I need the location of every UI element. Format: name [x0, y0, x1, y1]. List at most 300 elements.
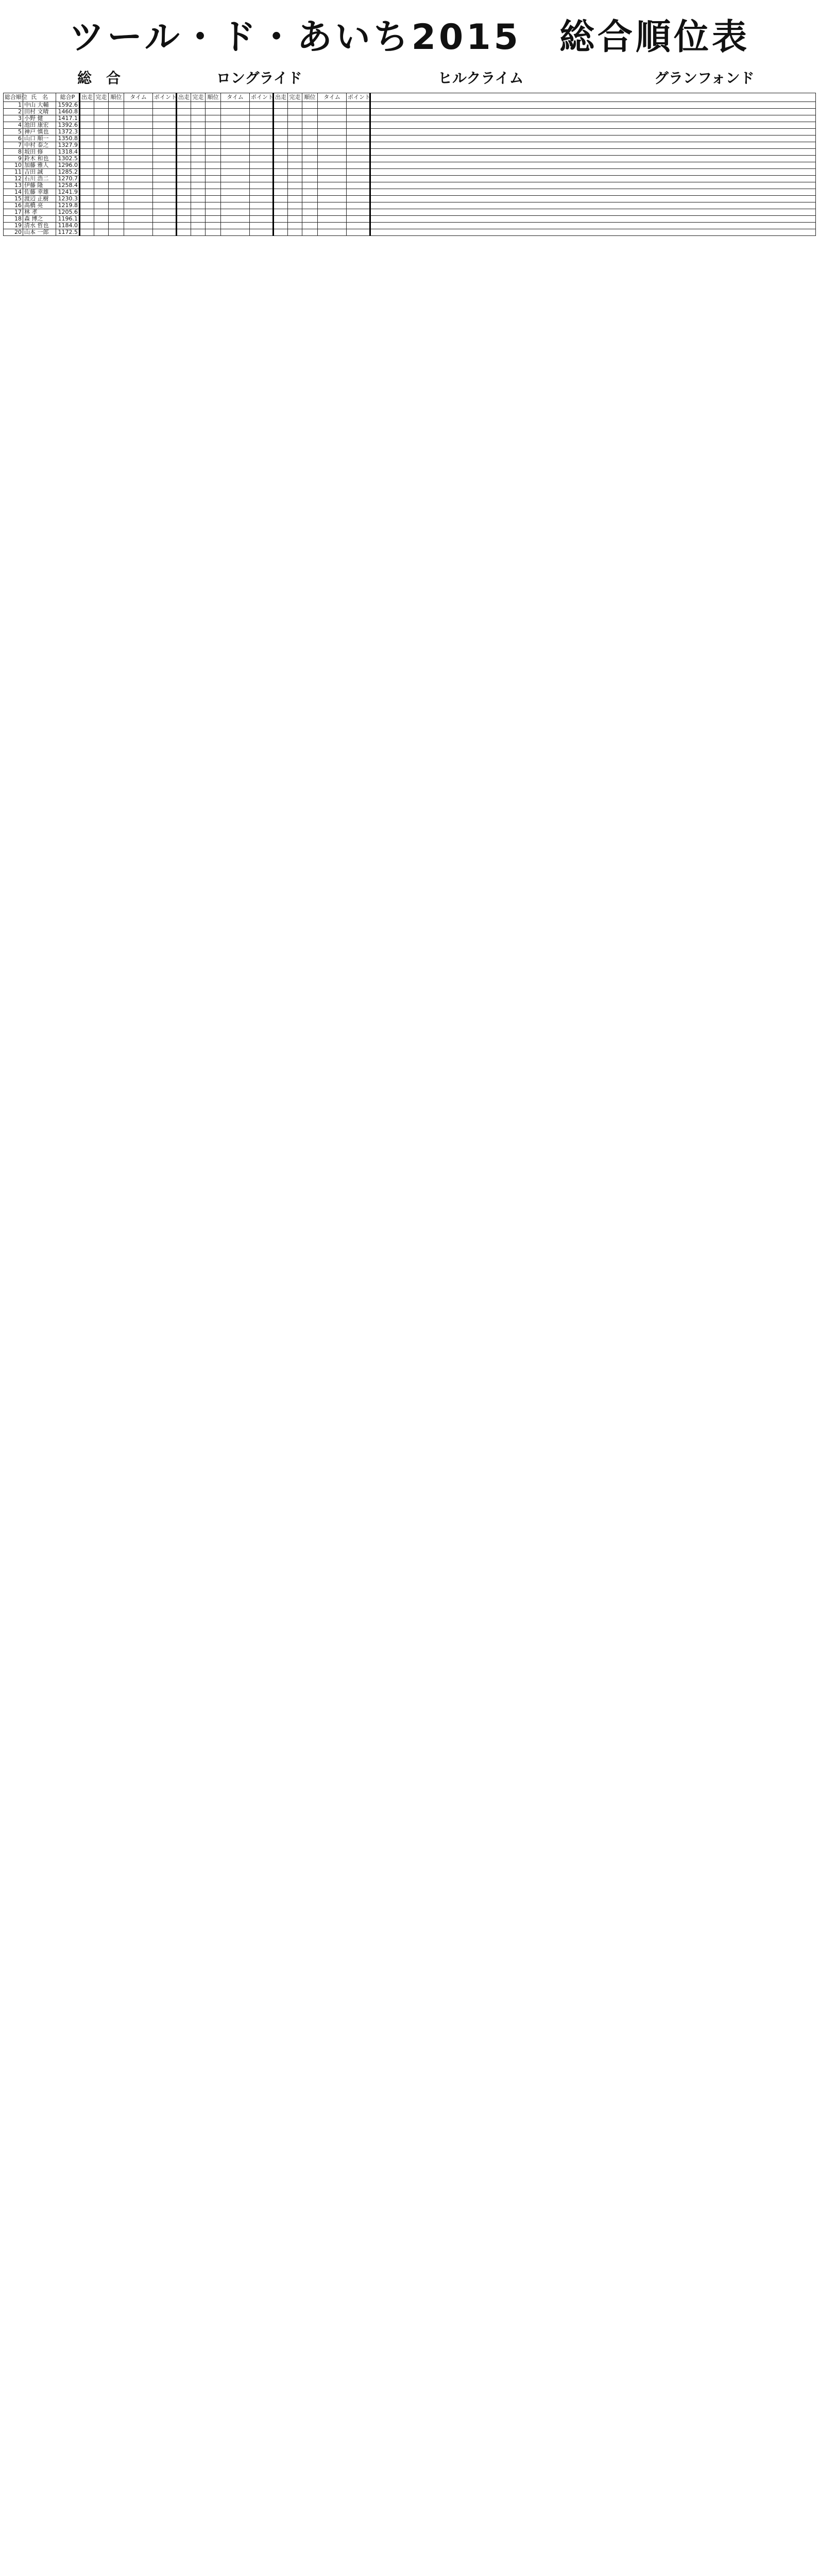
header-name: 氏 名: [23, 93, 56, 102]
row-event-cell: [80, 223, 94, 229]
row-event-cell: [274, 102, 288, 109]
row-points: 1241.9: [56, 189, 80, 196]
row-points: 1318.4: [56, 149, 80, 156]
row-event-cell: [302, 142, 318, 149]
row-event-cell: [153, 142, 177, 149]
row-event-cell: [288, 122, 302, 129]
row-event-cell: [288, 109, 302, 115]
row-event-cell: [191, 129, 206, 135]
row-event-cell: [94, 182, 109, 189]
row-name: 石川 浩二: [23, 176, 56, 182]
row-event-cell: [274, 189, 288, 196]
row-event-cell: [109, 229, 124, 236]
row-event-cell: [347, 102, 370, 109]
row-event-cell: [153, 216, 177, 223]
row-event-cell: [191, 216, 206, 223]
table-row: [4, 189, 816, 196]
row-event-cell: [153, 162, 177, 169]
table-row: [4, 196, 816, 202]
row-event-cell: [191, 156, 206, 162]
row-event-cell: [221, 109, 250, 115]
row-event-cell: [274, 115, 288, 122]
row-event-cell: [153, 149, 177, 156]
row-rank: 10: [4, 162, 23, 169]
row-event-cell: [153, 135, 177, 142]
row-event-cell: [274, 162, 288, 169]
row-event-cell: [109, 196, 124, 202]
row-event-cell: [288, 216, 302, 223]
table-row: [4, 202, 816, 209]
row-event-cell: [347, 182, 370, 189]
row-spacer: [370, 182, 816, 189]
row-event-cell: [288, 189, 302, 196]
row-event-cell: [109, 189, 124, 196]
row-spacer: [370, 115, 816, 122]
row-points: 1230.3: [56, 196, 80, 202]
row-event-cell: [191, 115, 206, 122]
row-spacer: [370, 109, 816, 115]
row-event-cell: [221, 129, 250, 135]
section-overall: 総 合: [77, 70, 121, 87]
row-event-cell: [206, 142, 221, 149]
row-event-cell: [109, 162, 124, 169]
header-longride-col: ポイント: [153, 93, 177, 102]
row-event-cell: [94, 129, 109, 135]
row-spacer: [370, 162, 816, 169]
row-event-cell: [302, 122, 318, 129]
row-event-cell: [177, 182, 191, 189]
row-name: 鈴木 和也: [23, 156, 56, 162]
row-event-cell: [206, 122, 221, 129]
row-spacer: [370, 149, 816, 156]
row-event-cell: [191, 209, 206, 216]
row-event-cell: [94, 169, 109, 176]
row-event-cell: [288, 209, 302, 216]
row-rank: 8: [4, 149, 23, 156]
row-rank: 2: [4, 109, 23, 115]
row-event-cell: [221, 196, 250, 202]
row-event-cell: [318, 122, 347, 129]
row-event-cell: [153, 156, 177, 162]
row-event-cell: [288, 135, 302, 142]
row-event-cell: [109, 135, 124, 142]
row-event-cell: [221, 169, 250, 176]
header-granfondo-col: 完走: [288, 93, 302, 102]
page-title: ツール・ド・あいち2015 総合順位表: [69, 17, 750, 58]
table-row: [4, 229, 816, 236]
row-event-cell: [221, 142, 250, 149]
row-event-cell: [274, 196, 288, 202]
row-event-cell: [94, 223, 109, 229]
row-event-cell: [288, 115, 302, 122]
row-event-cell: [288, 169, 302, 176]
table-row: [4, 149, 816, 156]
row-event-cell: [274, 202, 288, 209]
row-spacer: [370, 122, 816, 129]
row-event-cell: [124, 189, 153, 196]
row-event-cell: [80, 135, 94, 142]
row-spacer: [370, 209, 816, 216]
row-spacer: [370, 142, 816, 149]
row-event-cell: [250, 129, 274, 135]
row-event-cell: [177, 216, 191, 223]
table-row: [4, 223, 816, 229]
row-name: 田村 文晴: [23, 109, 56, 115]
row-event-cell: [221, 182, 250, 189]
row-event-cell: [191, 223, 206, 229]
row-event-cell: [206, 129, 221, 135]
table-row: [4, 182, 816, 189]
row-event-cell: [94, 149, 109, 156]
row-event-cell: [109, 115, 124, 122]
row-event-cell: [302, 162, 318, 169]
row-event-cell: [109, 216, 124, 223]
row-rank: 9: [4, 156, 23, 162]
row-event-cell: [191, 135, 206, 142]
row-event-cell: [318, 223, 347, 229]
row-points: 1270.7: [56, 176, 80, 182]
row-event-cell: [250, 142, 274, 149]
row-event-cell: [221, 223, 250, 229]
row-event-cell: [191, 202, 206, 209]
row-event-cell: [191, 182, 206, 189]
row-event-cell: [109, 122, 124, 129]
row-event-cell: [177, 209, 191, 216]
row-event-cell: [347, 142, 370, 149]
row-event-cell: [274, 176, 288, 182]
row-event-cell: [274, 149, 288, 156]
table-row: [4, 122, 816, 129]
row-event-cell: [109, 182, 124, 189]
row-event-cell: [80, 156, 94, 162]
row-event-cell: [124, 209, 153, 216]
header-hillclimb-col: 完走: [191, 93, 206, 102]
header-longride-col: 順位: [109, 93, 124, 102]
row-event-cell: [250, 223, 274, 229]
row-rank: 16: [4, 202, 23, 209]
row-name: 山本 一郎: [23, 229, 56, 236]
row-points: 1372.3: [56, 129, 80, 135]
header-longride-col: タイム: [124, 93, 153, 102]
row-event-cell: [274, 223, 288, 229]
row-event-cell: [153, 109, 177, 115]
row-event-cell: [347, 202, 370, 209]
row-name: 林 孝: [23, 209, 56, 216]
row-name: 加藤 雅人: [23, 162, 56, 169]
row-event-cell: [221, 176, 250, 182]
row-event-cell: [274, 156, 288, 162]
row-event-cell: [250, 149, 274, 156]
table-header-row: [4, 93, 816, 102]
row-event-cell: [250, 209, 274, 216]
header-spacer: [370, 93, 816, 102]
row-event-cell: [221, 149, 250, 156]
row-event-cell: [206, 182, 221, 189]
row-event-cell: [288, 142, 302, 149]
row-event-cell: [177, 176, 191, 182]
row-event-cell: [347, 156, 370, 162]
row-event-cell: [177, 149, 191, 156]
row-event-cell: [94, 202, 109, 209]
header-granfondo-col: 出走: [274, 93, 288, 102]
row-event-cell: [302, 196, 318, 202]
row-event-cell: [109, 156, 124, 162]
row-event-cell: [94, 115, 109, 122]
row-name: 伊藤 隆: [23, 182, 56, 189]
row-spacer: [370, 135, 816, 142]
row-spacer: [370, 202, 816, 209]
row-event-cell: [109, 109, 124, 115]
row-event-cell: [302, 182, 318, 189]
row-event-cell: [191, 142, 206, 149]
row-event-cell: [109, 142, 124, 149]
row-event-cell: [153, 169, 177, 176]
row-event-cell: [206, 162, 221, 169]
row-event-cell: [109, 223, 124, 229]
row-event-cell: [153, 189, 177, 196]
row-event-cell: [206, 109, 221, 115]
row-event-cell: [94, 135, 109, 142]
row-points: 1302.5: [56, 156, 80, 162]
row-event-cell: [318, 129, 347, 135]
row-rank: 14: [4, 189, 23, 196]
row-event-cell: [250, 216, 274, 223]
row-event-cell: [80, 109, 94, 115]
row-event-cell: [177, 135, 191, 142]
row-name: 坂田 修: [23, 149, 56, 156]
header-longride-col: 出走: [80, 93, 94, 102]
row-event-cell: [94, 156, 109, 162]
row-event-cell: [109, 129, 124, 135]
row-event-cell: [318, 189, 347, 196]
header-granfondo-col: 順位: [302, 93, 318, 102]
row-event-cell: [347, 223, 370, 229]
table-row: [4, 216, 816, 223]
header-hillclimb-col: タイム: [221, 93, 250, 102]
row-event-cell: [177, 202, 191, 209]
table-row: [4, 162, 816, 169]
row-name: 池田 康宏: [23, 122, 56, 129]
row-event-cell: [124, 162, 153, 169]
row-event-cell: [347, 129, 370, 135]
row-name: 森 博之: [23, 216, 56, 223]
row-points: 1196.1: [56, 216, 80, 223]
table-row: [4, 109, 816, 115]
row-event-cell: [153, 223, 177, 229]
row-event-cell: [302, 216, 318, 223]
row-event-cell: [124, 196, 153, 202]
row-event-cell: [177, 102, 191, 109]
row-name: 佐藤 幸雄: [23, 189, 56, 196]
row-event-cell: [347, 122, 370, 129]
table-row: [4, 115, 816, 122]
row-event-cell: [191, 109, 206, 115]
row-event-cell: [206, 202, 221, 209]
row-event-cell: [124, 169, 153, 176]
row-event-cell: [94, 176, 109, 182]
row-event-cell: [206, 135, 221, 142]
row-event-cell: [80, 229, 94, 236]
row-event-cell: [94, 229, 109, 236]
row-name: 吉田 誠: [23, 169, 56, 176]
row-event-cell: [177, 223, 191, 229]
row-event-cell: [177, 129, 191, 135]
row-event-cell: [302, 129, 318, 135]
row-event-cell: [94, 122, 109, 129]
row-rank: 18: [4, 216, 23, 223]
row-event-cell: [250, 156, 274, 162]
row-event-cell: [318, 156, 347, 162]
row-event-cell: [288, 149, 302, 156]
row-event-cell: [250, 189, 274, 196]
row-spacer: [370, 223, 816, 229]
row-event-cell: [347, 109, 370, 115]
row-event-cell: [80, 115, 94, 122]
row-name: 中山 大輔: [23, 102, 56, 109]
row-event-cell: [221, 115, 250, 122]
row-event-cell: [124, 156, 153, 162]
row-event-cell: [109, 209, 124, 216]
row-event-cell: [347, 216, 370, 223]
section-hillclimb: ヒルクライム: [438, 70, 524, 87]
row-spacer: [370, 102, 816, 109]
header-hillclimb-col: ポイント: [250, 93, 274, 102]
row-event-cell: [302, 223, 318, 229]
row-event-cell: [318, 115, 347, 122]
row-name: 渡辺 正樹: [23, 196, 56, 202]
table-row: [4, 209, 816, 216]
row-event-cell: [288, 196, 302, 202]
row-event-cell: [94, 216, 109, 223]
row-event-cell: [288, 182, 302, 189]
row-event-cell: [206, 149, 221, 156]
row-rank: 7: [4, 142, 23, 149]
row-event-cell: [274, 209, 288, 216]
row-event-cell: [124, 109, 153, 115]
row-points: 1392.6: [56, 122, 80, 129]
row-points: 1327.9: [56, 142, 80, 149]
row-event-cell: [250, 229, 274, 236]
table-row: [4, 156, 816, 162]
row-points: 1172.5: [56, 229, 80, 236]
row-event-cell: [347, 209, 370, 216]
row-event-cell: [177, 115, 191, 122]
row-event-cell: [80, 189, 94, 196]
row-event-cell: [191, 162, 206, 169]
row-event-cell: [347, 149, 370, 156]
row-event-cell: [347, 189, 370, 196]
row-name: 清水 哲也: [23, 223, 56, 229]
row-event-cell: [206, 223, 221, 229]
row-points: 1592.6: [56, 102, 80, 109]
ranking-table: [3, 93, 816, 236]
row-spacer: [370, 216, 816, 223]
row-spacer: [370, 229, 816, 236]
row-event-cell: [288, 102, 302, 109]
row-event-cell: [80, 182, 94, 189]
row-spacer: [370, 156, 816, 162]
row-event-cell: [191, 189, 206, 196]
row-event-cell: [302, 202, 318, 209]
row-event-cell: [347, 162, 370, 169]
row-event-cell: [124, 129, 153, 135]
row-event-cell: [318, 102, 347, 109]
row-event-cell: [250, 162, 274, 169]
row-event-cell: [221, 216, 250, 223]
row-event-cell: [124, 149, 153, 156]
row-event-cell: [274, 135, 288, 142]
row-event-cell: [177, 122, 191, 129]
row-event-cell: [153, 102, 177, 109]
row-event-cell: [153, 182, 177, 189]
row-event-cell: [109, 149, 124, 156]
row-event-cell: [177, 229, 191, 236]
row-event-cell: [302, 169, 318, 176]
row-name: 高橋 亮: [23, 202, 56, 209]
table-row: [4, 102, 816, 109]
table-row: [4, 142, 816, 149]
row-event-cell: [302, 109, 318, 115]
row-event-cell: [250, 115, 274, 122]
header-granfondo-col: タイム: [318, 93, 347, 102]
row-event-cell: [221, 189, 250, 196]
row-event-cell: [109, 169, 124, 176]
row-event-cell: [318, 135, 347, 142]
row-event-cell: [221, 202, 250, 209]
row-event-cell: [318, 109, 347, 115]
row-event-cell: [250, 169, 274, 176]
row-event-cell: [80, 142, 94, 149]
row-event-cell: [109, 202, 124, 209]
row-event-cell: [94, 102, 109, 109]
row-spacer: [370, 169, 816, 176]
row-rank: 4: [4, 122, 23, 129]
row-event-cell: [80, 129, 94, 135]
header-granfondo-col: ポイント: [347, 93, 370, 102]
row-event-cell: [250, 135, 274, 142]
row-event-cell: [288, 162, 302, 169]
row-event-cell: [80, 122, 94, 129]
row-event-cell: [94, 209, 109, 216]
row-event-cell: [288, 223, 302, 229]
row-event-cell: [94, 142, 109, 149]
row-event-cell: [177, 169, 191, 176]
row-event-cell: [206, 169, 221, 176]
row-event-cell: [80, 209, 94, 216]
row-event-cell: [250, 109, 274, 115]
row-event-cell: [153, 122, 177, 129]
row-event-cell: [124, 115, 153, 122]
row-event-cell: [191, 229, 206, 236]
row-rank: 15: [4, 196, 23, 202]
row-event-cell: [206, 196, 221, 202]
row-event-cell: [177, 189, 191, 196]
row-points: 1350.8: [56, 135, 80, 142]
section-granfondo: グランフォンド: [654, 70, 755, 87]
row-event-cell: [302, 135, 318, 142]
row-event-cell: [302, 156, 318, 162]
row-event-cell: [80, 196, 94, 202]
row-spacer: [370, 196, 816, 202]
row-event-cell: [250, 202, 274, 209]
row-event-cell: [191, 149, 206, 156]
row-event-cell: [94, 189, 109, 196]
row-event-cell: [221, 135, 250, 142]
header-hillclimb-col: 出走: [177, 93, 191, 102]
row-event-cell: [206, 216, 221, 223]
row-rank: 11: [4, 169, 23, 176]
row-spacer: [370, 189, 816, 196]
